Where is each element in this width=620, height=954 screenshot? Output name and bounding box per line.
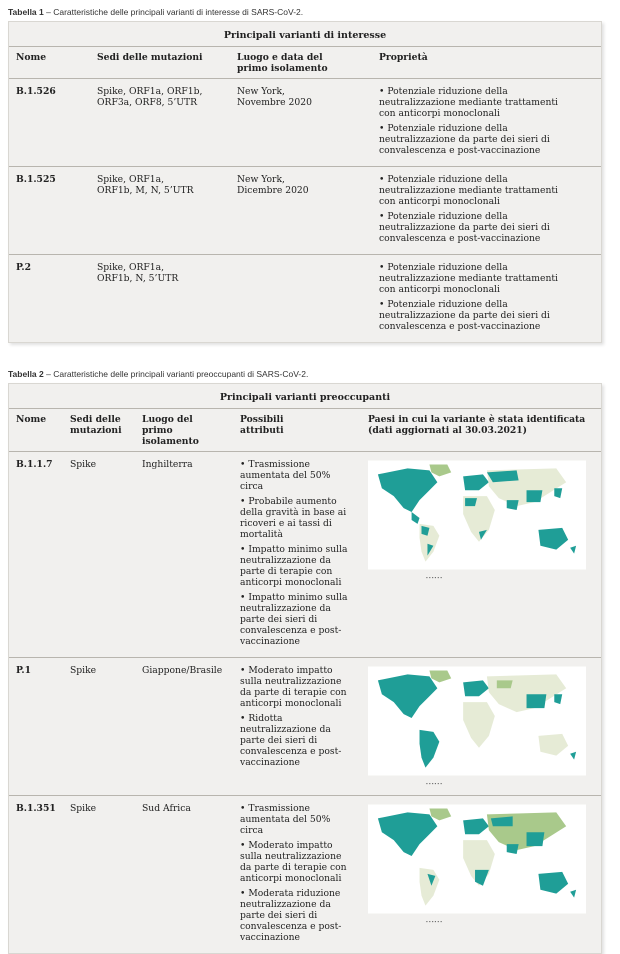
property-item: • Potenziale riduzione della neutralizzazione da parte dei sieri di convalescenza e post-vaccinazione <box>379 123 571 156</box>
variant-attributes <box>233 803 361 947</box>
world-map-cell <box>361 803 601 947</box>
variant-mutations: Spike, ORF1a, ORF1b, ORF3a, ORF8, 5’UTR <box>97 86 203 108</box>
variant-attributes <box>233 459 361 651</box>
variant-name: B.1.351 <box>16 803 56 814</box>
variant-mutations: Spike <box>70 665 97 676</box>
variant-properties <box>372 262 601 336</box>
variant-properties <box>372 86 601 160</box>
table-row <box>9 79 601 167</box>
table2-header <box>9 409 601 452</box>
world-map-cell <box>361 665 601 789</box>
map-legend: ▪ ▪ ▪ ▪ ▪ ▪ <box>426 781 442 786</box>
table1-panel <box>8 21 602 343</box>
header-place-date: Luogo e data del primo isolamento <box>237 52 328 74</box>
variant-place <box>230 262 372 336</box>
property-item: • Potenziale riduzione della neutralizzazione da parte dei sieri di convalescenza e post-vaccinazione <box>379 299 571 332</box>
property-item: • Potenziale riduzione della neutralizzazione da parte dei sieri di convalescenza e post-vaccinazione <box>379 211 571 244</box>
attribute-item: • Ridotta neutralizzazione da parte dei sieri di convalescenza e post-vaccinazione <box>240 713 353 768</box>
table1-caption: Tabella 1 – Caratteristiche delle principali varianti di interesse di SARS-CoV-2. <box>8 7 304 17</box>
variant-name: P.2 <box>16 262 31 273</box>
variant-mutations: Spike, ORF1a, ORF1b, M, N, 5’UTR <box>97 174 194 196</box>
header-countries: Paesi in cui la variante è stata identificata (dati aggiornati al 30.03.2021) <box>368 414 586 436</box>
table2-title: Principali varianti preoccupanti <box>9 384 601 409</box>
attribute-item: • Moderato impatto sulla neutralizzazione da parte di terapie con anticorpi monoclonali <box>240 665 353 709</box>
property-item: • Potenziale riduzione della neutralizzazione mediante trattamenti con anticorpi monoclonali <box>379 262 571 295</box>
table2-panel <box>8 383 602 954</box>
variant-mutations: Spike, ORF1a, ORF1b, N, 5’UTR <box>97 262 179 284</box>
variant-name: B.1.525 <box>16 174 56 185</box>
property-item: • Potenziale riduzione della neutralizzazione mediante trattamenti con anticorpi monoclonali <box>379 174 571 207</box>
attribute-item: • Moderata riduzione neutralizzazione da parte dei sieri di convalescenza e post-vaccinazione <box>240 888 353 943</box>
table-row <box>9 796 601 953</box>
variant-place: Inghilterra <box>142 459 193 470</box>
property-item: • Potenziale riduzione della neutralizzazione mediante trattamenti con anticorpi monoclonali <box>379 86 571 119</box>
variant-place: Giappone/Brasile <box>142 665 223 676</box>
variant-name: B.1.526 <box>16 86 56 97</box>
variant-mutations: Spike <box>70 803 97 814</box>
variant-place: Sud Africa <box>142 803 191 814</box>
header-name: Nome <box>16 52 47 63</box>
header-place: Luogo del primo isolamento <box>142 414 199 447</box>
header-mutations: Sedi delle mutazioni <box>70 414 122 436</box>
table1-header <box>9 47 601 79</box>
world-map-b117 <box>368 460 586 570</box>
attribute-item: • Trasmissione aumentata del 50% circa <box>240 459 353 492</box>
table-row <box>9 167 601 255</box>
attribute-item: • Impatto minimo sulla neutralizzazione da parte di terapie con anticorpi monoclonali <box>240 544 353 588</box>
table-row <box>9 255 601 342</box>
variant-name: P.1 <box>16 665 31 676</box>
table-row <box>9 452 601 658</box>
world-map-cell <box>361 459 601 651</box>
table2-caption: Tabella 2 – Caratteristiche delle principali varianti preoccupanti di SARS-CoV-2. <box>8 369 309 379</box>
variant-place: New York, Dicembre 2020 <box>237 174 309 196</box>
variant-properties <box>372 174 601 248</box>
attribute-item: • Moderato impatto sulla neutralizzazione da parte di terapie con anticorpi monoclonali <box>240 840 353 884</box>
variant-mutations: Spike <box>70 459 97 470</box>
attribute-item: • Probabile aumento della gravità in base ai ricoveri e ai tassi di mortalità <box>240 496 353 540</box>
attribute-item: • Impatto minimo sulla neutralizzazione da parte dei sieri di convalescenza e post-vaccinazione <box>240 592 353 647</box>
world-map-b1351 <box>368 804 586 914</box>
variant-attributes <box>233 665 361 789</box>
world-map-p1 <box>368 666 586 776</box>
variant-name: B.1.1.7 <box>16 459 53 470</box>
table1-title: Principali varianti di interesse <box>9 22 601 47</box>
header-mutations: Sedi delle mutazioni <box>97 52 203 63</box>
header-properties: Proprietà <box>379 52 428 63</box>
variant-place: New York, Novembre 2020 <box>237 86 312 108</box>
map-legend: ▪ ▪ ▪ ▪ ▪ ▪ <box>426 575 442 580</box>
header-attributes: Possibili attributi <box>240 414 284 436</box>
map-legend: ▪ ▪ ▪ ▪ ▪ ▪ <box>426 919 442 924</box>
header-name: Nome <box>16 414 47 425</box>
attribute-item: • Trasmissione aumentata del 50% circa <box>240 803 353 836</box>
table-row <box>9 658 601 796</box>
